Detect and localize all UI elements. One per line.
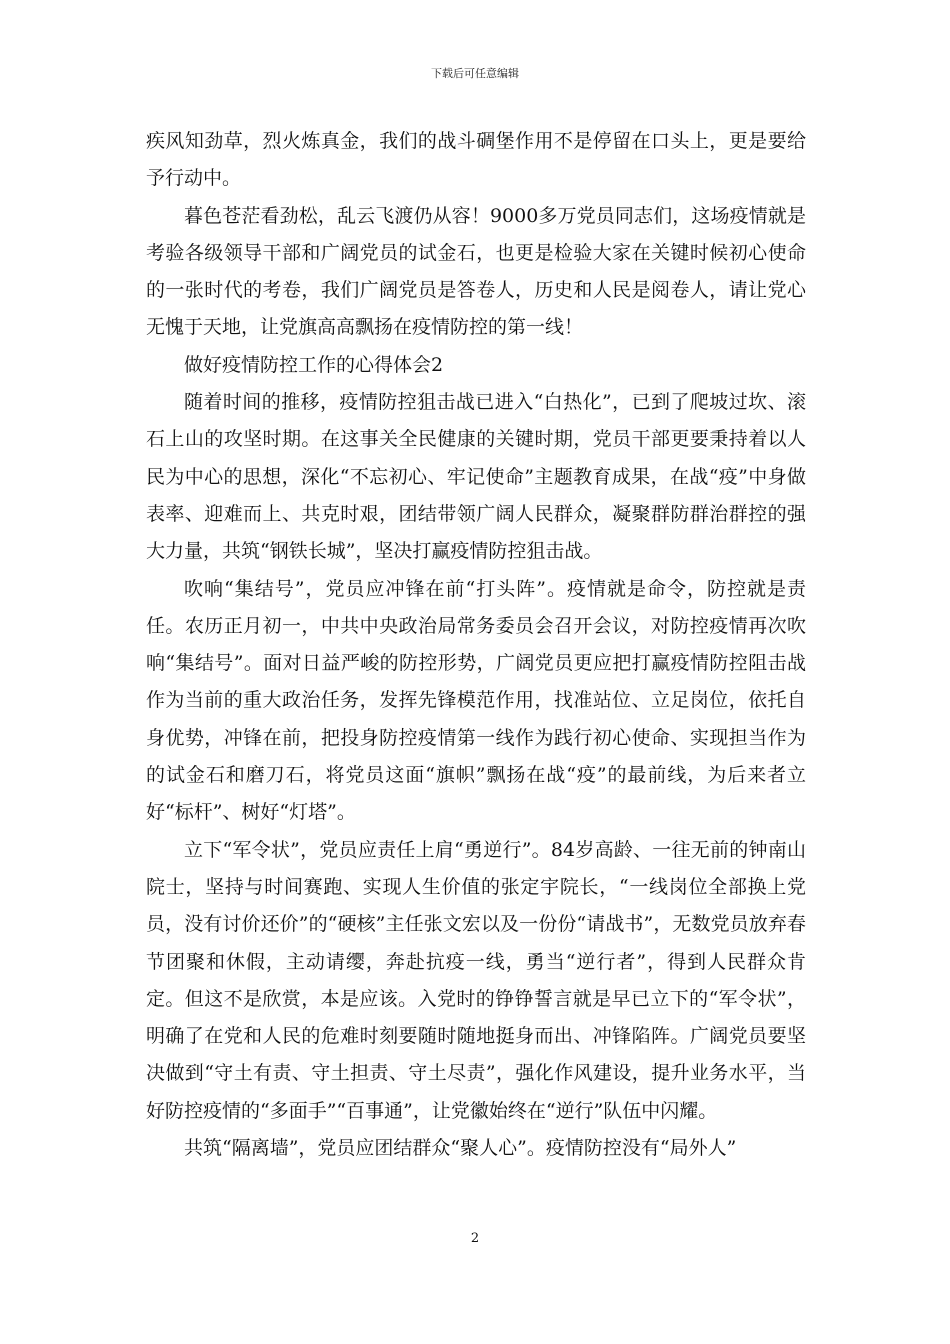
paragraph: 吹响“集结号”，党员应冲锋在前“打头阵”。疫情就是命令，防控就是责任。农历正月初一，中共中央政治局常务委员会召开会议，对防控疫情再次吹响“集结号”。面对日益严峻的防控形势，广阔党员更应把打赢疫情防控阻击战作为当前的重大政治任务，发挥先锋模范作用，找准站位、立足岗位，依托自身优势，冲锋在前，把投身防控疫情第一线作为践行初心使命、实现担当作为的试金石和磨刀石，将党员这面“旗帜”飘扬在战“疫”的最前线，为后来者立好“标杆”、树好“灯塔”。 xyxy=(146,577,806,824)
paragraph: 暮色苍茫看劲松，乱云飞渡仍从容！9000多万党员同志们，这场疫情就是考验各级领导干部和广阔党员的试金石，也更是检验大家在关键时候初心使命的一张时代的考卷，我们广阔党员是答卷人，历史和人民是阅卷人，请让党心无愧于天地，让党旗高高飘扬在疫情防控的第一线！ xyxy=(146,204,806,339)
paragraph: 疾风知劲草，烈火炼真金，我们的战斗碉堡作用不是停留在口头上，更是要给予行动中。 xyxy=(146,130,806,190)
paragraph: 随着时间的推移，疫情防控狙击战已进入“白热化”，已到了爬坡过坎、滚石上山的攻坚时期。在这事关全民健康的关键时期，党员干部更要秉持着以人民为中心的思想，深化“不忘初心、牢记使命”主题教育成果，在战“疫”中身做表率、迎难而上、共克时艰，团结带领广阔人民群众，凝聚群防群治群控的强大力量，共筑“钢铁长城”，坚决打赢疫情防控狙击战。 xyxy=(146,391,806,563)
page-header-note: 下载后可任意编辑 xyxy=(431,67,519,80)
document-body xyxy=(146,123,806,1167)
paragraph: 立下“军令状”，党员应责任上肩“勇逆行”。84岁高龄、一往无前的钟南山院士，坚持与时间赛跑、实现人生价值的张定宇院长，“一线岗位全部换上党员，没有讨价还价”的“硬核”主任张文宏以及一份份“请战书”，无数党员放弃春节团聚和休假，主动请缨，奔赴抗疫一线，勇当“逆行者”，得到人民群众肯定。但这不是欣赏，本是应该。入党时的铮铮誓言就是早已立下的“军令状”，明确了在党和人民的危难时刻要随时随地挺身而出、冲锋陷阵。广阔党员要坚决做到“守土有责、守土担责、守土尽责”，强化作风建设，提升业务水平，当好防控疫情的“多面手”“百事通”，让党徽始终在“逆行”队伍中闪耀。 xyxy=(146,838,806,1122)
section-heading: 做好疫情防控工作的心得体会2 xyxy=(184,353,444,376)
paragraph: 共筑“隔离墙”，党员应团结群众“聚人心”。疫情防控没有“局外人” xyxy=(184,1137,737,1160)
page-number: 2 xyxy=(470,1231,480,1246)
